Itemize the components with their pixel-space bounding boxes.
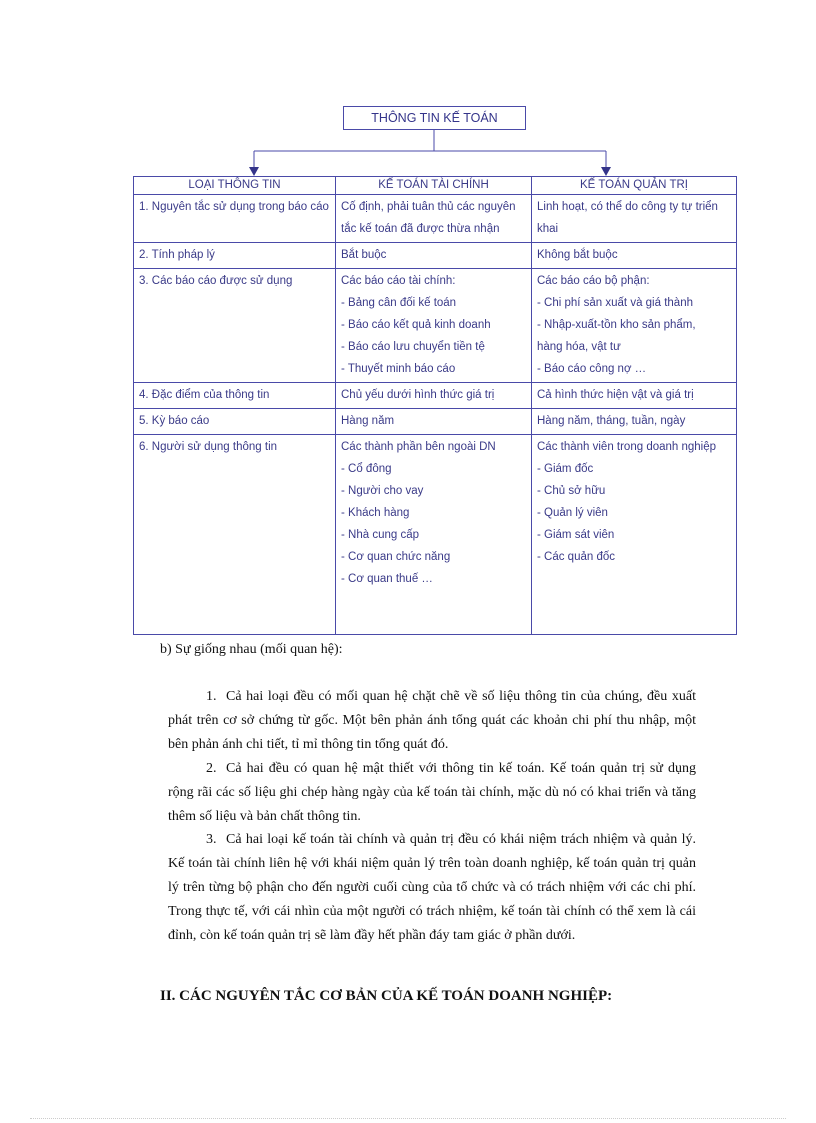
- table-row: [134, 383, 737, 409]
- row-label: 5. Kỳ báo cáo: [134, 409, 336, 435]
- table-header-row: [134, 177, 737, 195]
- similarity-item: [168, 685, 696, 757]
- diagram-title: THÔNG TIN KẾ TOÁN: [343, 106, 526, 130]
- comparison-table: [133, 176, 737, 635]
- item-number: 2.: [206, 761, 217, 776]
- similarities-heading: b) Sự giống nhau (mối quan hệ):: [160, 642, 343, 657]
- section-heading: II. CÁC NGUYÊN TẮC CƠ BẢN CỦA KẾ TOÁN DOANH NGHIỆP:: [160, 988, 613, 1004]
- management-cell: Các báo cáo bộ phận: - Chi phí sản xuất và giá thành - Nhập-xuất-tồn kho sản phẩm, hàng hóa, vật tư - Báo cáo công nợ …: [532, 269, 737, 383]
- item-text: Cả hai loại đều có mối quan hệ chặt chẽ về số liệu thông tin của chúng, đều xuất phát trên cơ sở chứng từ gốc. Một bên phản ánh tổng quát các khoản chi phí thu nhập, một bên phản ánh chi tiết, tỉ mỉ thông tin tổng quát đó.: [168, 689, 696, 752]
- table-row: [134, 195, 737, 243]
- financial-cell: Các thành phần bên ngoài DN - Cổ đông - Người cho vay - Khách hàng - Nhà cung cấp - Cơ quan chức năng - Cơ quan thuế …: [336, 435, 532, 635]
- table-row: [134, 243, 737, 269]
- table-row: [134, 409, 737, 435]
- financial-cell: Hàng năm: [336, 409, 532, 435]
- row-label: 1. Nguyên tắc sử dụng trong báo cáo: [134, 195, 336, 243]
- financial-cell: Chủ yếu dưới hình thức giá trị: [336, 383, 532, 409]
- header-financial: KẾ TOÁN TÀI CHÍNH: [336, 177, 532, 195]
- table-row: [134, 435, 737, 635]
- arrow-right-icon: [601, 167, 611, 176]
- management-cell: Hàng năm, tháng, tuần, ngày: [532, 409, 737, 435]
- management-cell: Linh hoạt, có thể do công ty tự triển khai: [532, 195, 737, 243]
- row-label: 3. Các báo cáo được sử dụng: [134, 269, 336, 383]
- table-row: [134, 269, 737, 383]
- arrow-left-icon: [249, 167, 259, 176]
- similarity-item: [168, 828, 696, 948]
- row-label: 6. Người sử dụng thông tin: [134, 435, 336, 635]
- management-cell: Cả hình thức hiện vật và giá trị: [532, 383, 737, 409]
- diagram-connectors: [0, 0, 816, 180]
- management-cell: Các thành viên trong doanh nghiệp - Giám đốc - Chủ sở hữu - Quản lý viên - Giám sát viên - Các quản đốc: [532, 435, 737, 635]
- row-label: 4. Đặc điểm của thông tin: [134, 383, 336, 409]
- financial-cell: Các báo cáo tài chính: - Bảng cân đối kế toán - Báo cáo kết quả kinh doanh - Báo cáo lưu chuyển tiền tệ - Thuyết minh báo cáo: [336, 269, 532, 383]
- row-label: 2. Tính pháp lý: [134, 243, 336, 269]
- item-text: Cả hai loại kế toán tài chính và quản trị đều có khái niệm trách nhiệm và quản lý. Kế toán tài chính liên hệ với khái niệm quản lý trên toàn doanh nghiệp, kế toán quản trị quản lý trên từng bộ phận cho đến người cuối cùng của tổ chức và có trách nhiệm với các chi phí. Trong thực tế, với cái nhìn của một người có trách nhiệm, kế toán tài chính có thể xem là cái đỉnh, còn kế toán quản trị sẽ làm đầy hết phần đáy tam giác ở phần dưới.: [168, 832, 696, 943]
- item-text: Cả hai đều có quan hệ mật thiết với thông tin kế toán. Kế toán quản trị sử dụng rộng rãi các số liệu ghi chép hàng ngày của kế toán tài chính, mặc dù nó có khai triển và tăng thêm số liệu và bản chất thông tin.: [168, 761, 696, 824]
- item-number: 3.: [206, 832, 217, 847]
- item-number: 1.: [206, 689, 217, 704]
- management-cell: Không bắt buộc: [532, 243, 737, 269]
- page-bottom-rule: [30, 1118, 786, 1119]
- similarity-item: [168, 757, 696, 829]
- financial-cell: Cố định, phải tuân thủ các nguyên tắc kế toán đã được thừa nhận: [336, 195, 532, 243]
- header-management: KẾ TOÁN QUẢN TRỊ: [532, 177, 737, 195]
- header-info-type: LOẠI THÔNG TIN: [134, 177, 336, 195]
- financial-cell: Bắt buộc: [336, 243, 532, 269]
